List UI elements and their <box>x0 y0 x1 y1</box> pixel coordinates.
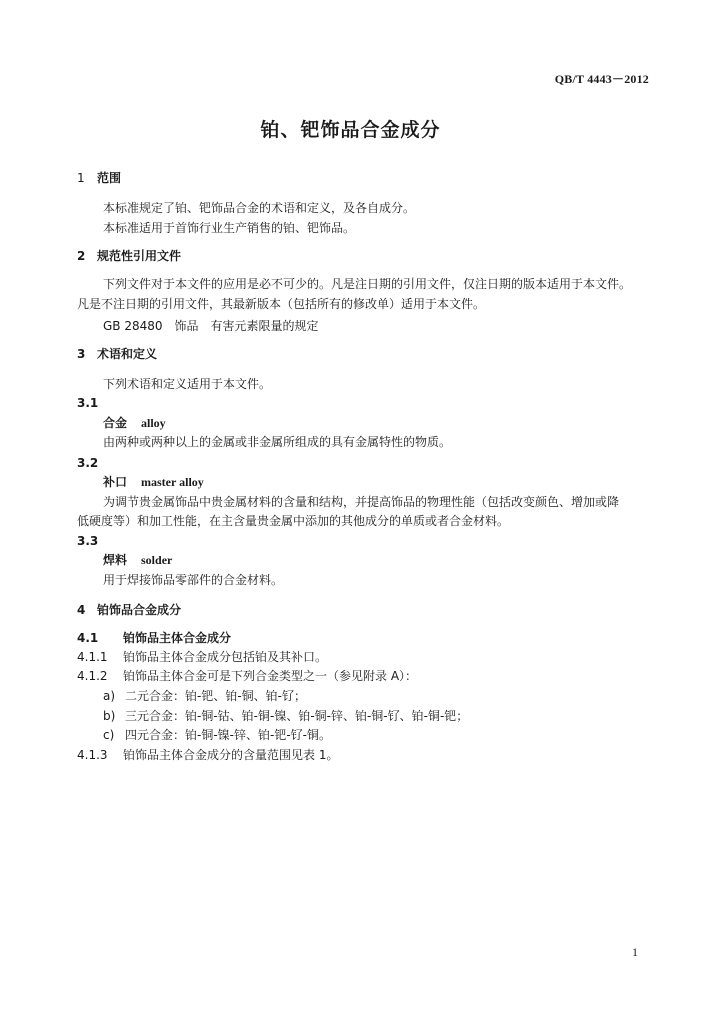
paragraph: 凡是不注日期的引用文件，其最新版本（包括所有的修改单）适用于本文件。 <box>77 297 486 311</box>
list-item <box>103 688 306 704</box>
clause-4-1-3 <box>77 747 338 763</box>
term-chinese: 合金 <box>103 416 128 430</box>
paragraph: 本标准适用于首饰行业生产销售的铂、钯饰品。 <box>103 221 356 235</box>
clause-number: 3.3 <box>77 534 99 548</box>
list-item-text: 三元合金：铂-铜-钴、铂-铜-镍、铂-铜-锌、铂-铜-钌、铂-铜-钯； <box>125 709 469 723</box>
section-title: 规范性引用文件 <box>97 249 182 263</box>
term-definition: 用于焊接饰品零部件的合金材料。 <box>103 573 284 587</box>
clause-4-1-1 <box>77 649 327 665</box>
section-title: 范围 <box>97 171 122 185</box>
list-item-text: 二元合金：铂-钯、铂-铜、铂-钌； <box>125 689 306 703</box>
list-item-text: 四元合金：铂-铜-镍-锌、铂-钯-钌-铜。 <box>125 728 331 742</box>
paragraph: 下列术语和定义适用于本文件。 <box>103 377 272 391</box>
section-1-heading <box>77 170 121 186</box>
clause-number: 4.1.3 <box>77 748 108 762</box>
term-english: master alloy <box>141 475 204 489</box>
normative-reference: GB 28480 饰品 有害元素限量的规定 <box>103 319 319 333</box>
clause-number: 3.2 <box>77 456 99 470</box>
section-number: 3 <box>77 347 86 361</box>
subsection-4-1-heading <box>77 630 231 646</box>
standard-code: QB/T 4443－2012 <box>554 72 649 86</box>
clause-number: 4.1.1 <box>77 650 108 664</box>
subsection-title: 铂饰品主体合金成分 <box>123 631 232 645</box>
term-english: solder <box>141 553 173 567</box>
clause-number: 4.1.2 <box>77 669 108 683</box>
list-item <box>103 708 468 724</box>
clause-text: 铂饰品主体合金成分包括铂及其补口。 <box>123 650 328 664</box>
paragraph: 本标准规定了铂、钯饰品合金的术语和定义，及各自成分。 <box>103 201 416 215</box>
list-item-label: b) <box>103 709 116 723</box>
list-item <box>103 727 331 743</box>
section-title: 铂饰品合金成分 <box>97 603 182 617</box>
list-item-label: a) <box>103 689 116 703</box>
term-chinese: 焊料 <box>103 553 128 567</box>
clause-number: 3.1 <box>77 396 99 410</box>
section-number: 4 <box>77 603 86 617</box>
section-number: 2 <box>77 249 86 263</box>
section-3-heading <box>77 346 157 362</box>
section-2-heading <box>77 248 181 264</box>
document-title: 铂、钯饰品合金成分 <box>260 119 441 141</box>
subsection-number: 4.1 <box>77 631 99 645</box>
term-entry <box>103 474 204 490</box>
clause-text: 铂饰品主体合金可是下列合金类型之一（参见附录 A）： <box>123 669 418 683</box>
paragraph: 下列文件对于本文件的应用是必不可少的。凡是注日期的引用文件，仅注日期的版本适用于本文件。 <box>103 277 632 291</box>
term-definition: 低硬度等）和加工性能，在主含量贵金属中添加的其他成分的单质或者合金材料。 <box>77 514 510 528</box>
term-entry <box>103 415 166 431</box>
section-number: 1 <box>77 171 85 185</box>
term-definition: 由两种或两种以上的金属或非金属所组成的具有金属特性的物质。 <box>103 435 452 449</box>
list-item-label: c) <box>103 728 115 742</box>
section-title: 术语和定义 <box>97 347 158 361</box>
clause-text: 铂饰品主体合金成分的含量范围见表 1。 <box>123 748 339 762</box>
section-4-heading <box>77 602 181 618</box>
term-entry <box>103 552 172 568</box>
clause-4-1-2 <box>77 668 417 684</box>
term-chinese: 补口 <box>103 475 128 489</box>
term-definition: 为调节贵金属饰品中贵金属材料的含量和结构，并提高饰品的物理性能（包括改变颜色、增加或降 <box>103 495 620 509</box>
page-number: 1 <box>632 945 638 959</box>
term-english: alloy <box>141 416 166 430</box>
